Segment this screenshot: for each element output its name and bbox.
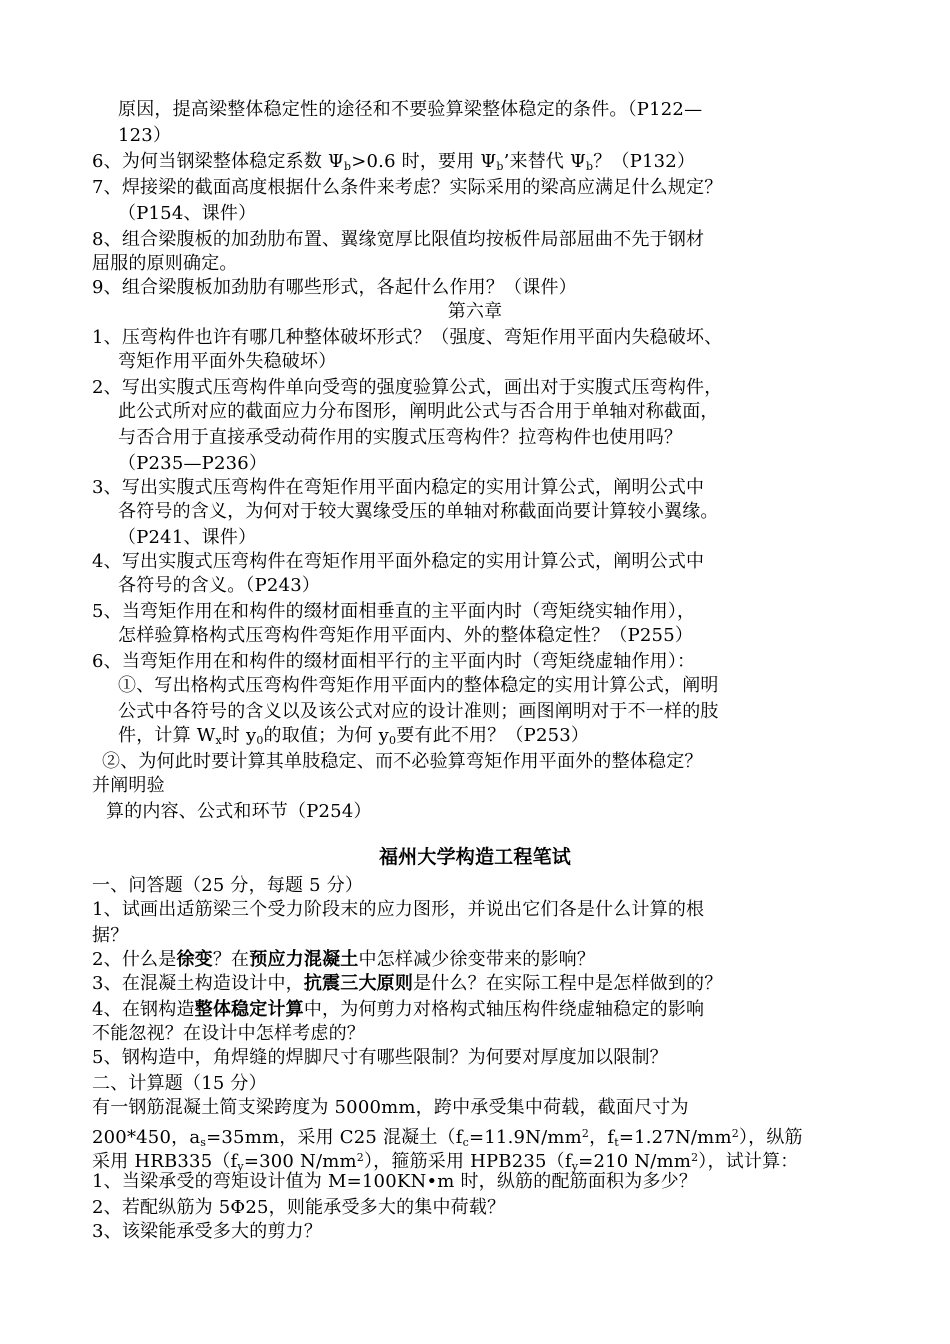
question-9: 9、组合梁腹板加劲肋有哪些形式，各起什么作用？（课件） (92, 277, 577, 298)
exam-question-5: 5、钢构造中，角焊缝的焊脚尺寸有哪些限制？为何要对厚度加以限制？ (92, 1047, 668, 1068)
text-line: 弯矩作用平面外失稳破坏） (118, 351, 337, 372)
calc-text: 200*450，$a_s=35mm$，采用 C25 混凝土（$f_c=11.9N/mm^2$，$f_t=1.27N/mm^2$），纵筋 (92, 1127, 803, 1149)
text-line: （P241、课件） (118, 527, 257, 548)
chapter-heading: 第六章 (447, 301, 503, 322)
text-line: 123） (118, 125, 172, 146)
text-line: 据？ (92, 925, 129, 946)
text-line: 各符号的含义，为何对于较大翼缘受压的单轴对称截面尚要计算较小翼缘。 (118, 501, 719, 522)
exam-question-1: 1、试画出适筋梁三个受力阶段末的应力图形，并说出它们各是什么计算的根 (92, 899, 705, 920)
calc-question-2: 2、若配纵筋为 5Φ25，则能承受多大的集中荷载？ (92, 1197, 506, 1218)
text-line: 不能忽视？在设计中怎样考虑的？ (92, 1023, 365, 1044)
text-line: 此公式所对应的截面应力分布图形，阐明此公式与否合用于单轴对称截面， (118, 401, 719, 422)
exam-question-4: 4、在钢构造整体稳定计算中，为何剪力对格构式轴压构件绕虚轴稳定的影响 (92, 999, 705, 1020)
text-line: 并阐明验 (92, 775, 165, 796)
question-6: 6、当弯矩作用在和构件的缀材面相平行的主平面内时（弯矩绕虚轴作用）： (92, 651, 696, 672)
text-line: 屈服的原则确定。 (92, 253, 238, 274)
question-4: 4、写出实腹式压弯构件在弯矩作用平面外稳定的实用计算公式，阐明公式中 (92, 551, 705, 572)
calc-question-3: 3、该梁能承受多大的剪力？ (92, 1221, 323, 1242)
text-line: 各符号的含义。（P243） (118, 575, 321, 596)
text-line: ②、为何此时要计算其单肢稳定、而不必验算弯矩作用平面外的整体稳定？ (102, 751, 703, 772)
question-6: 6、为何当钢梁整体稳定系数 $\Psi_b>0.6$ 时，要用 $\Psi_b$’来替代 $\Psi_b$？（P132） (92, 151, 696, 173)
text-line: 原因，提高梁整体稳定性的途径和不要验算梁整体稳定的条件。（P122— (118, 99, 703, 120)
section-heading: 二、计算题（15 分） (92, 1073, 267, 1094)
text-line: （P235—P236） (118, 453, 268, 474)
text-line: 公式中各符号的含义以及该公式对应的设计准则；画图阐明对于不一样的肢 (118, 701, 719, 722)
question-5: 5、当弯矩作用在和构件的缀材面相垂直的主平面内时（弯矩绕实轴作用）， (92, 601, 696, 622)
question-3: 3、写出实腹式压弯构件在弯矩作用平面内稳定的实用计算公式，阐明公式中 (92, 477, 705, 498)
text-line: 算的内容、公式和环节（P254） (106, 801, 372, 822)
text-line: （P154、课件） (118, 203, 257, 224)
text-line: 怎样验算格构式压弯构件弯矩作用平面内、外的整体稳定性？（P255） (118, 625, 694, 646)
question-7: 7、焊接梁的截面高度根据什么条件来考虑？实际采用的梁高应满足什么规定？ (92, 177, 723, 198)
question-8: 8、组合梁腹板的加劲肋布置、翼缘宽厚比限值均按板件局部屈曲不先于钢材 (92, 229, 705, 250)
text-line: 与否合用于直接承受动荷作用的实腹式压弯构件？拉弯构件也使用吗？ (118, 427, 683, 448)
calc-question-1: 1、当梁承受的弯矩设计值为 M=100KN•m 时，纵筋的配筋面积为多少？ (92, 1171, 698, 1192)
exam-question-2: 2、什么是徐变？在预应力混凝土中怎样减少徐变带来的影响？ (92, 949, 596, 970)
text-line: 件，计算 $W_x$时 $y_0$的取值；为何 $y_0$要有此不用？（P253） (118, 725, 590, 747)
calc-text: 采用 $HRB335(f_y=300$ $N/mm^2$），箍筋采用 $HPB235(f_y=210$ $N/mm^2$），试计算： (92, 1151, 799, 1173)
question-1: 1、压弯构件也许有哪几种整体破坏形式？（强度、弯矩作用平面内失稳破坏、 (92, 327, 723, 348)
exam-question-3: 3、在混凝土构造设计中，抗震三大原则是什么？在实际工程中是怎样做到的？ (92, 973, 723, 994)
calc-text: 有一钢筋混凝土简支梁跨度为 5000mm，跨中承受集中荷载，截面尺寸为 (92, 1097, 689, 1118)
question-2: 2、写出实腹式压弯构件单向受弯的强度验算公式，画出对于实腹式压弯构件， (92, 377, 723, 398)
text-line: ①、写出格构式压弯构件弯矩作用平面内的整体稳定的实用计算公式，阐明 (118, 675, 719, 696)
exam-title: 福州大学构造工程笔试 (378, 847, 571, 868)
section-heading: 一、问答题（25 分，每题 5 分） (92, 875, 364, 896)
